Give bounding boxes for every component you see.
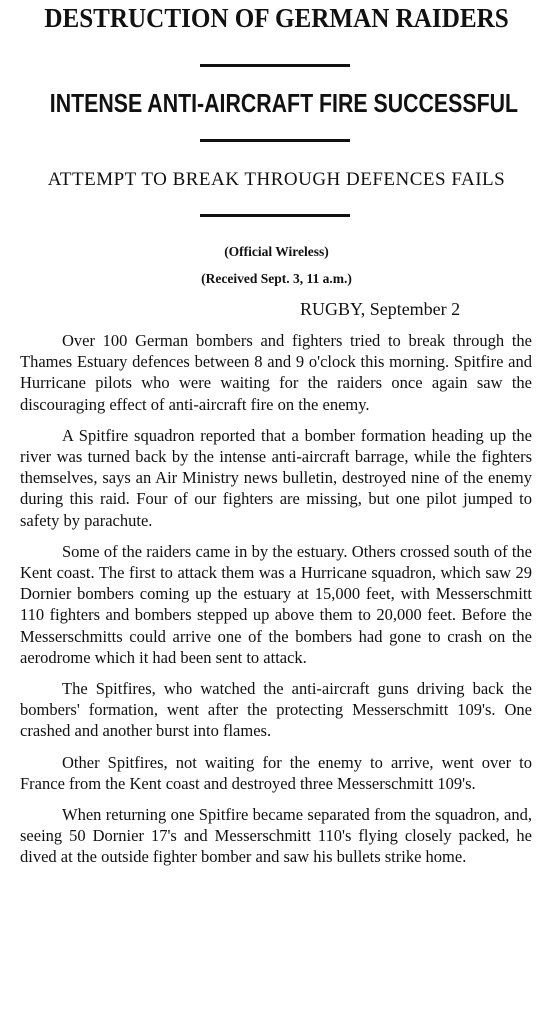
deck-headline: ATTEMPT TO BREAK THROUGH DEFENCES FAILS bbox=[47, 169, 506, 190]
article-paragraph: Over 100 German bombers and fighters tried to break through the Thames Estuary defences between 8 and 9 o'clock this morning. Spitfire and Hurricane pilots who were waiting for the raiders once again saw the discouraging effect of anti-aircraft fire on the enemy. bbox=[20, 331, 532, 414]
divider-rule bbox=[200, 64, 350, 67]
source-credit: (Official Wireless) bbox=[224, 244, 329, 259]
subheadline: INTENSE ANTI-AIRCRAFT FIRE SUCCESSFUL bbox=[49, 88, 519, 118]
divider-rule bbox=[200, 139, 350, 142]
article-body bbox=[20, 330, 532, 878]
article-paragraph: When returning one Spitfire became separated from the squadron, and, seeing 50 Dornier 17's and Messerschmitt 110's flying closely packed, he dived at the outside fighter bomber and saw his bullets strike home. bbox=[20, 805, 532, 867]
article-paragraph: Some of the raiders came in by the estuary. Others crossed south of the Kent coast. The first to attack them was a Hurricane squadron, which saw 29 Dornier bombers coming up the estuary at 15,000 feet, with Messerschmitt 110 fighters and bombers stepped up above them to 20,000 feet. Before the Messerschmitts could arrive one of the bombers had gone to crash on the aerodrome which it had been sent to attack. bbox=[20, 541, 532, 667]
article-paragraph: Other Spitfires, not waiting for the enemy to arrive, went over to France from the Kent coast and destroyed three Messerschmitt 109's. bbox=[20, 752, 532, 793]
headline: DESTRUCTION OF GERMAN RAIDERS bbox=[44, 3, 509, 33]
article-paragraph: A Spitfire squadron reported that a bomber formation heading up the river was turned back by the intense anti-aircraft barrage, while the fighters themselves, says an Air Ministry news bulletin, destroyed nine of the enemy during this raid. Four of our fighters are missing, but one pilot jumped to safety by parachute. bbox=[20, 425, 532, 530]
divider-rule bbox=[200, 214, 350, 217]
received-note: (Received Sept. 3, 11 a.m.) bbox=[201, 271, 352, 286]
dateline: RUGBY, September 2 bbox=[300, 299, 461, 319]
article-paragraph: The Spitfires, who watched the anti-aircraft guns driving back the bombers' formation, went after the protecting Messerschmitt 109's. One crashed and another burst into flames. bbox=[20, 679, 532, 741]
